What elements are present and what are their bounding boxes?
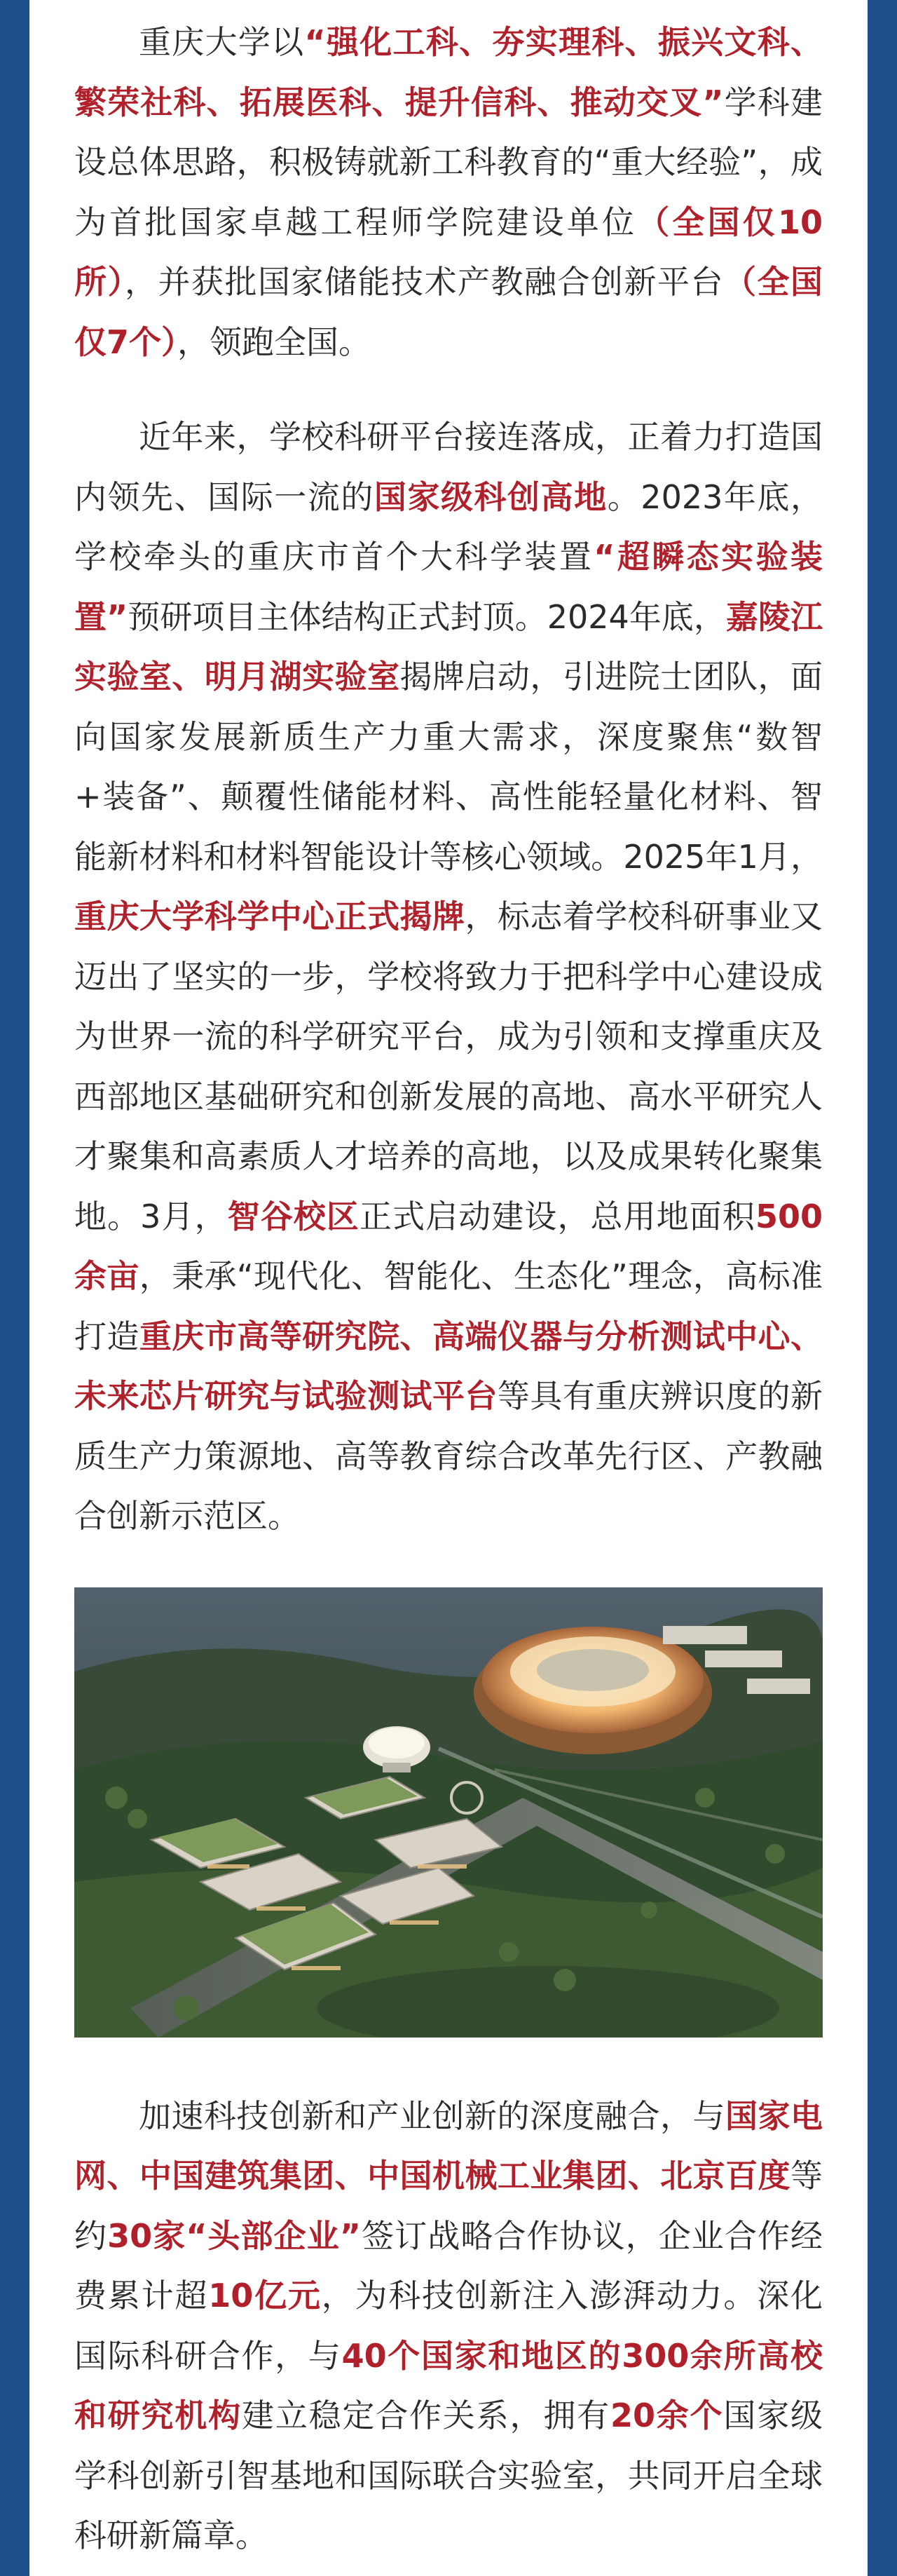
body-text: 建立稳定合作关系，拥有 bbox=[242, 2397, 610, 2434]
highlight-text: 500余亩 bbox=[74, 1197, 823, 1295]
highlight-text: “强化工科、夯实理科、振兴文科、繁荣社科、拓展医科、提升信科、推动交叉” bbox=[74, 23, 823, 121]
body-text: 正式启动建设，总用地面积 bbox=[360, 1197, 755, 1235]
highlight-text: 智谷校区 bbox=[227, 1197, 360, 1235]
body-text: 学科建设总体思路，积极铸就新工科教育的“重大经验”，成为首批国家卓越工程师学院建设单位 bbox=[74, 83, 823, 241]
body-text: ，秉承“现代化、智能化、生态化”理念，高标准打造 bbox=[74, 1257, 823, 1355]
body-text: 重庆大学以 bbox=[139, 23, 305, 61]
body-text: 。2023年底，学校牵头的重庆市首个大科学装置 bbox=[74, 477, 823, 576]
paragraph-discipline-strategy bbox=[74, 13, 823, 372]
highlight-text: 国家级科创高地 bbox=[374, 477, 608, 516]
body-text: 等约 bbox=[74, 2157, 823, 2255]
highlight-text: 嘉陵江实验室、明月湖实验室 bbox=[74, 597, 823, 696]
body-text: ，为科技创新注入澎湃动力。深化国际科研合作，与 bbox=[74, 2277, 823, 2375]
highlight-text: 40个国家和地区的300余所高校和研究机构 bbox=[74, 2336, 823, 2434]
body-text: 等具有重庆辨识度的新质生产力策源地、高等教育综合改革先行区、产教融合创新示范区。 bbox=[74, 1377, 823, 1535]
highlight-text: 30家“头部企业” bbox=[107, 2216, 362, 2255]
paragraph-research-platforms bbox=[74, 407, 823, 1547]
highlight-text: “超瞬态实验装置” bbox=[74, 538, 823, 636]
body-text: ，标志着学校科研事业又迈出了坚实的一步，学校将致力于把科学中心建设成为世界一流的科学研究平台，成为引领和支撑重庆及西部地区基础研究和创新发展的高地、高水平研究人才聚集和高素质人才培养的高地，以及成果转化聚集地。3月， bbox=[74, 897, 823, 1235]
body-text: 揭牌启动，引进院士团队，面向国家发展新质生产力重大需求，深度聚焦“数智+装备”、颠覆性储能材料、高性能轻量化材料、智能新材料和材料智能设计等核心领域。2025年1月， bbox=[74, 658, 823, 876]
body-text: ，并获批国家储能技术产教融合创新平台 bbox=[125, 263, 724, 301]
body-text: 预研项目主体结构正式封顶。2024年底， bbox=[128, 597, 726, 636]
highlight-text: 国家电网、中国建筑集团、中国机械工业集团、北京百度 bbox=[74, 2096, 823, 2195]
highlight-text: （全国仅10所） bbox=[74, 203, 823, 301]
paragraph-industry-cooperation bbox=[74, 2087, 823, 2566]
highlight-text: 10亿元 bbox=[208, 2277, 322, 2314]
body-text: 加速科技创新和产业创新的深度融合，与 bbox=[139, 2096, 725, 2135]
body-text: ，领跑全国。 bbox=[177, 323, 371, 361]
body-text: 国家级学科创新引智基地和国际联合实验室，共同开启全球科研新篇章。 bbox=[74, 2397, 823, 2554]
article-content bbox=[74, 13, 823, 2566]
body-text: 签订战略合作协议，企业合作经费累计超 bbox=[74, 2216, 823, 2314]
highlight-text: 20余个 bbox=[610, 2397, 724, 2434]
campus-aerial-rendering bbox=[74, 1587, 823, 2038]
highlight-text: （全国仅7个） bbox=[74, 263, 823, 361]
body-text: 近年来，学校科研平台接连落成，正着力打造国内领先、国际一流的 bbox=[74, 418, 823, 516]
highlight-text: 重庆大学科学中心正式揭牌 bbox=[74, 897, 465, 935]
highlight-text: 重庆市高等研究院、高端仪器与分析测试中心、未来芯片研究与试验测试平台 bbox=[74, 1317, 823, 1415]
